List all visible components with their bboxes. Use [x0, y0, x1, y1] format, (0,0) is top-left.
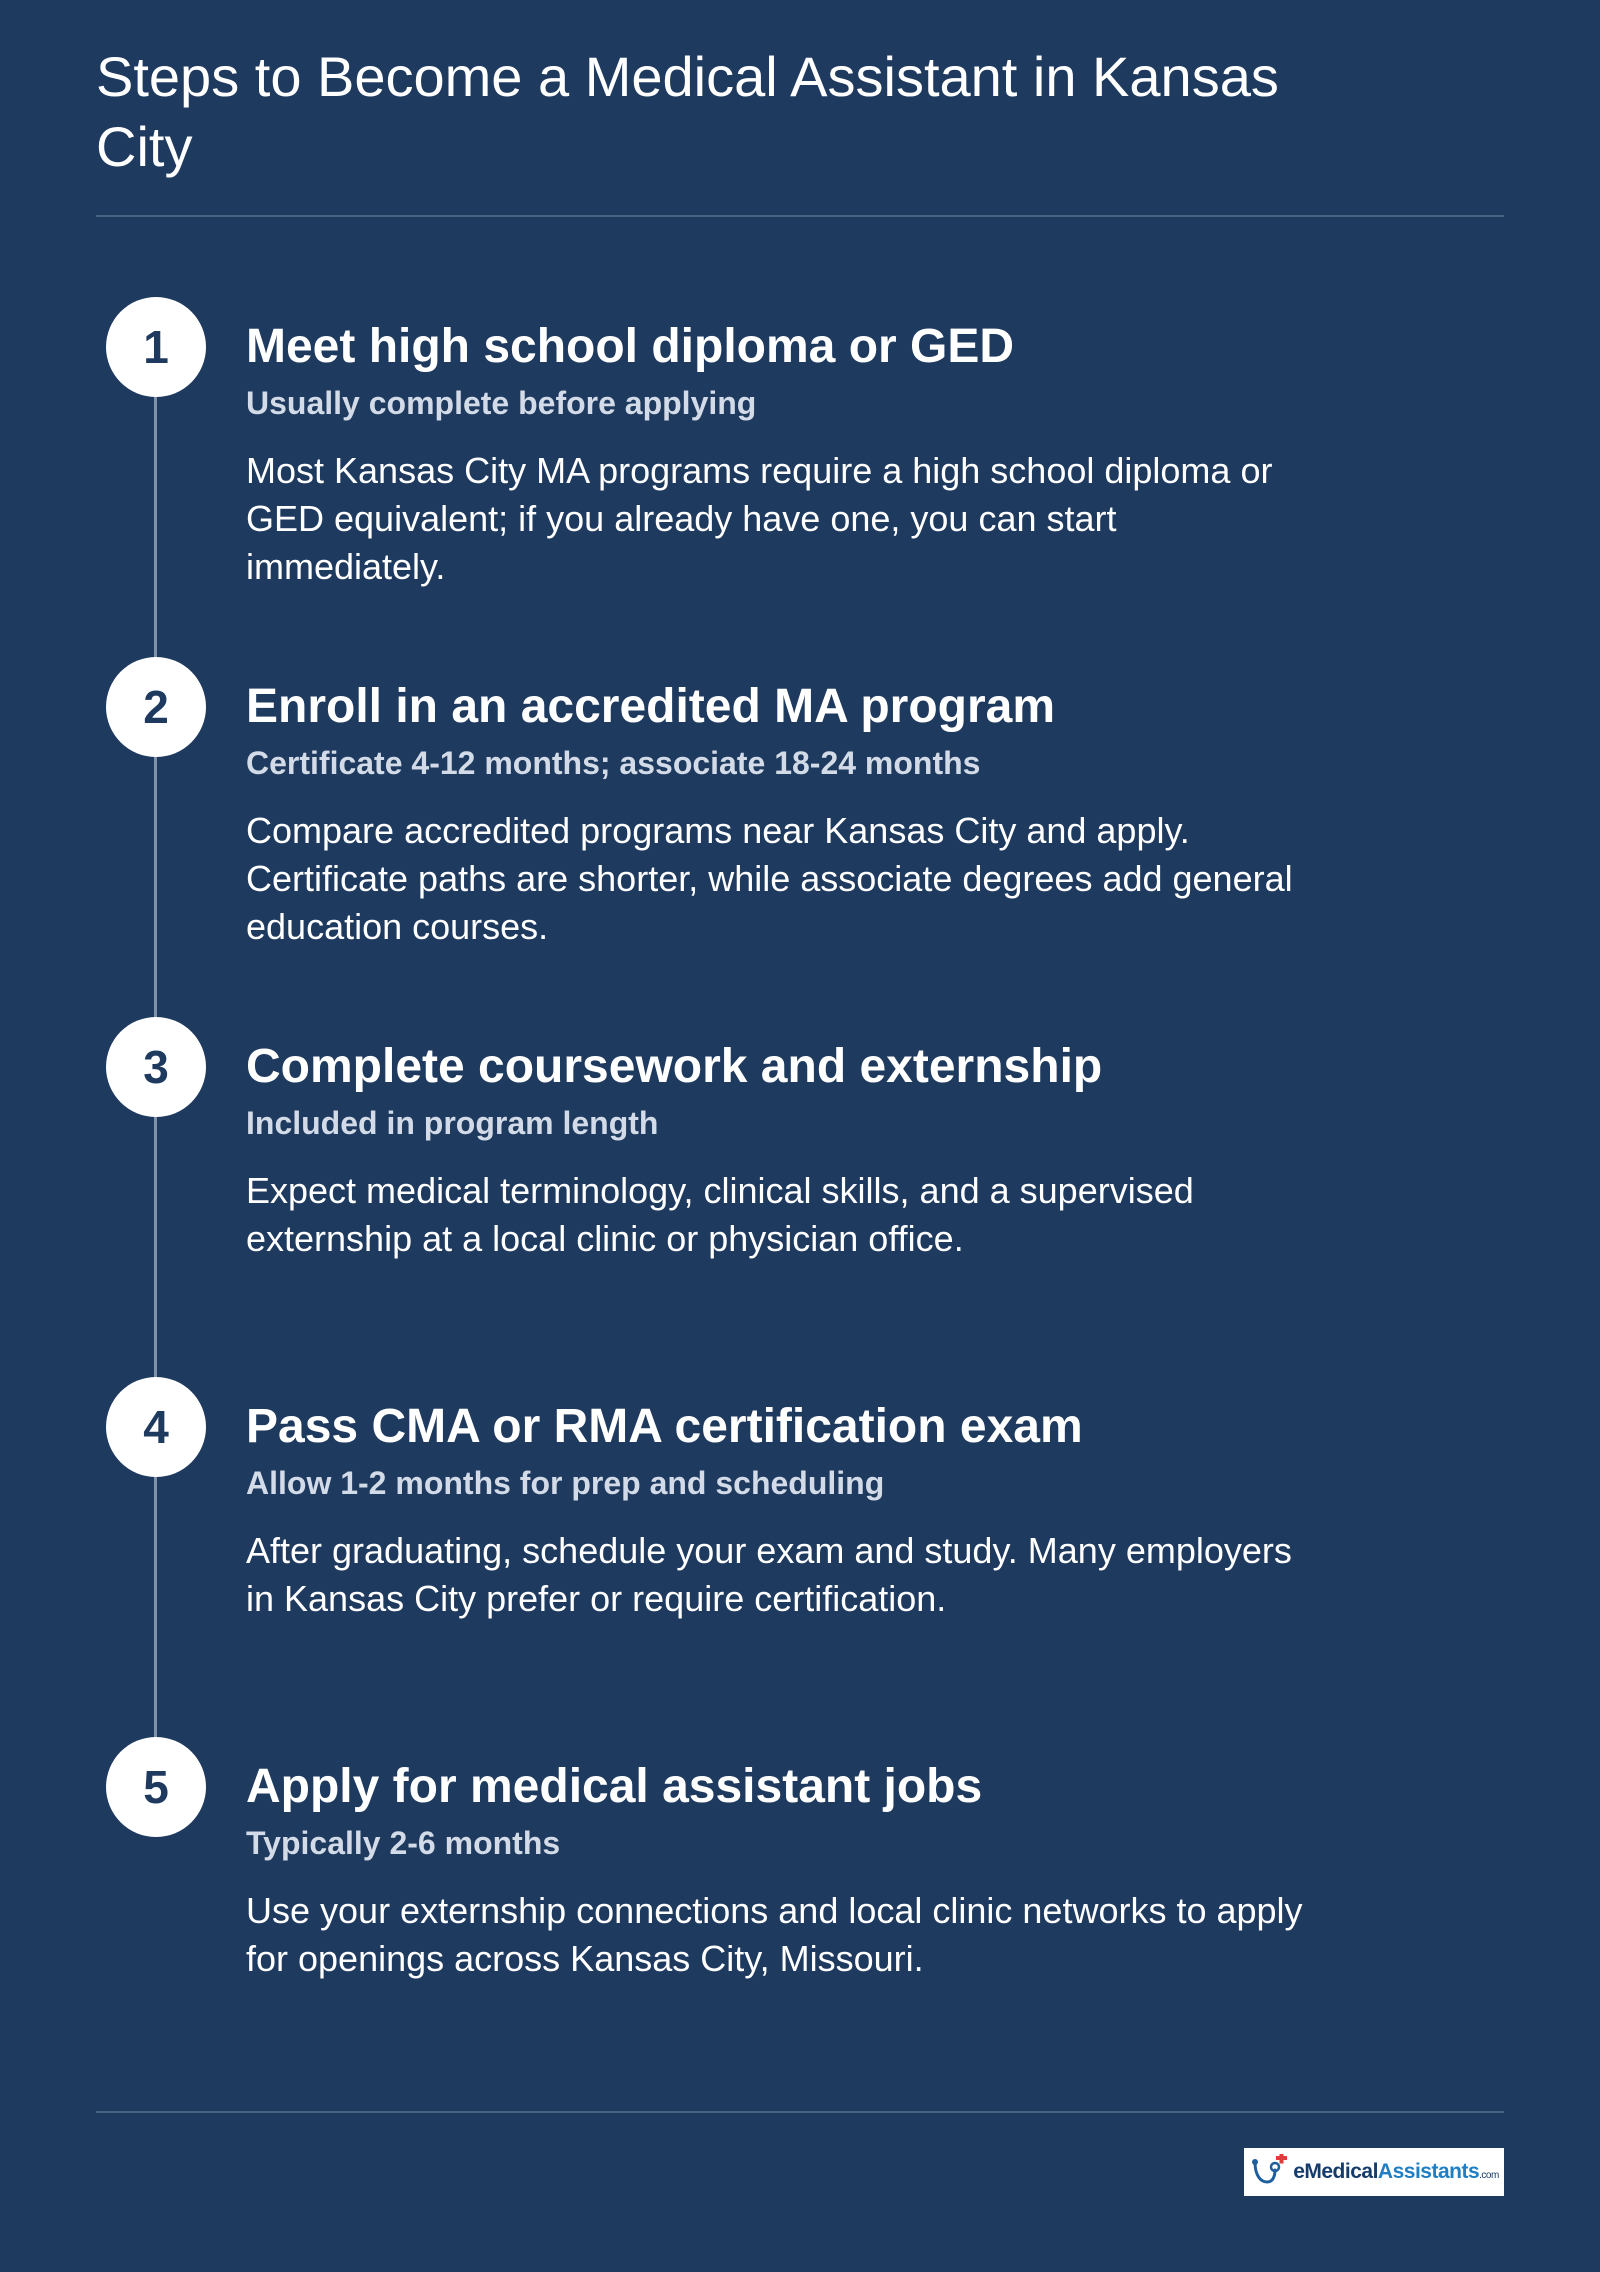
step-number-badge: 5	[106, 1737, 206, 1837]
step-description: Most Kansas City MA programs require a high school diploma or GED equivalent; if you already have one, you can start immediately.	[246, 450, 1273, 587]
step-number-badge: 3	[106, 1017, 206, 1117]
step-content	[246, 1757, 1326, 1983]
stethoscope-cross-icon	[1249, 2154, 1289, 2190]
step-content	[246, 1037, 1326, 1263]
step-title: Apply for medical assistant jobs	[246, 1760, 983, 1813]
step-timeframe: Typically 2-6 months	[246, 1825, 561, 1861]
step-content	[246, 1397, 1326, 1623]
step-number-badge: 2	[106, 657, 206, 757]
step-content	[246, 317, 1326, 591]
logo-text: eMedicalAssistants.com	[1293, 2160, 1499, 2183]
step-title: Complete coursework and externship	[246, 1040, 1103, 1093]
step-title: Pass CMA or RMA certification exam	[246, 1400, 1083, 1453]
step-description: After graduating, schedule your exam and study. Many employers in Kansas City prefer or require certification.	[246, 1530, 1292, 1619]
step-number-badge: 1	[106, 297, 206, 397]
brand-logo	[1244, 2148, 1504, 2196]
step-description: Compare accredited programs near Kansas City and apply. Certificate paths are shorter, while associate degrees add general education courses.	[246, 810, 1293, 947]
step-title: Meet high school diploma or GED	[246, 320, 1015, 373]
step-title: Enroll in an accredited MA program	[246, 680, 1056, 733]
step-number-badge: 4	[106, 1377, 206, 1477]
footer-divider	[96, 2111, 1504, 2113]
step-content	[246, 677, 1326, 951]
header-divider	[96, 215, 1504, 217]
step-timeframe: Certificate 4-12 months; associate 18-24 months	[246, 745, 981, 781]
step-timeframe: Usually complete before applying	[246, 385, 757, 421]
step-timeframe: Allow 1-2 months for prep and scheduling	[246, 1465, 885, 1501]
page-title: Steps to Become a Medical Assistant in Kansas City	[96, 45, 1279, 178]
step-description: Expect medical terminology, clinical skills, and a supervised externship at a local clinic or physician office.	[246, 1170, 1194, 1259]
step-timeframe: Included in program length	[246, 1105, 659, 1141]
step-description: Use your externship connections and local clinic networks to apply for openings across Kansas City, Missouri.	[246, 1890, 1303, 1979]
